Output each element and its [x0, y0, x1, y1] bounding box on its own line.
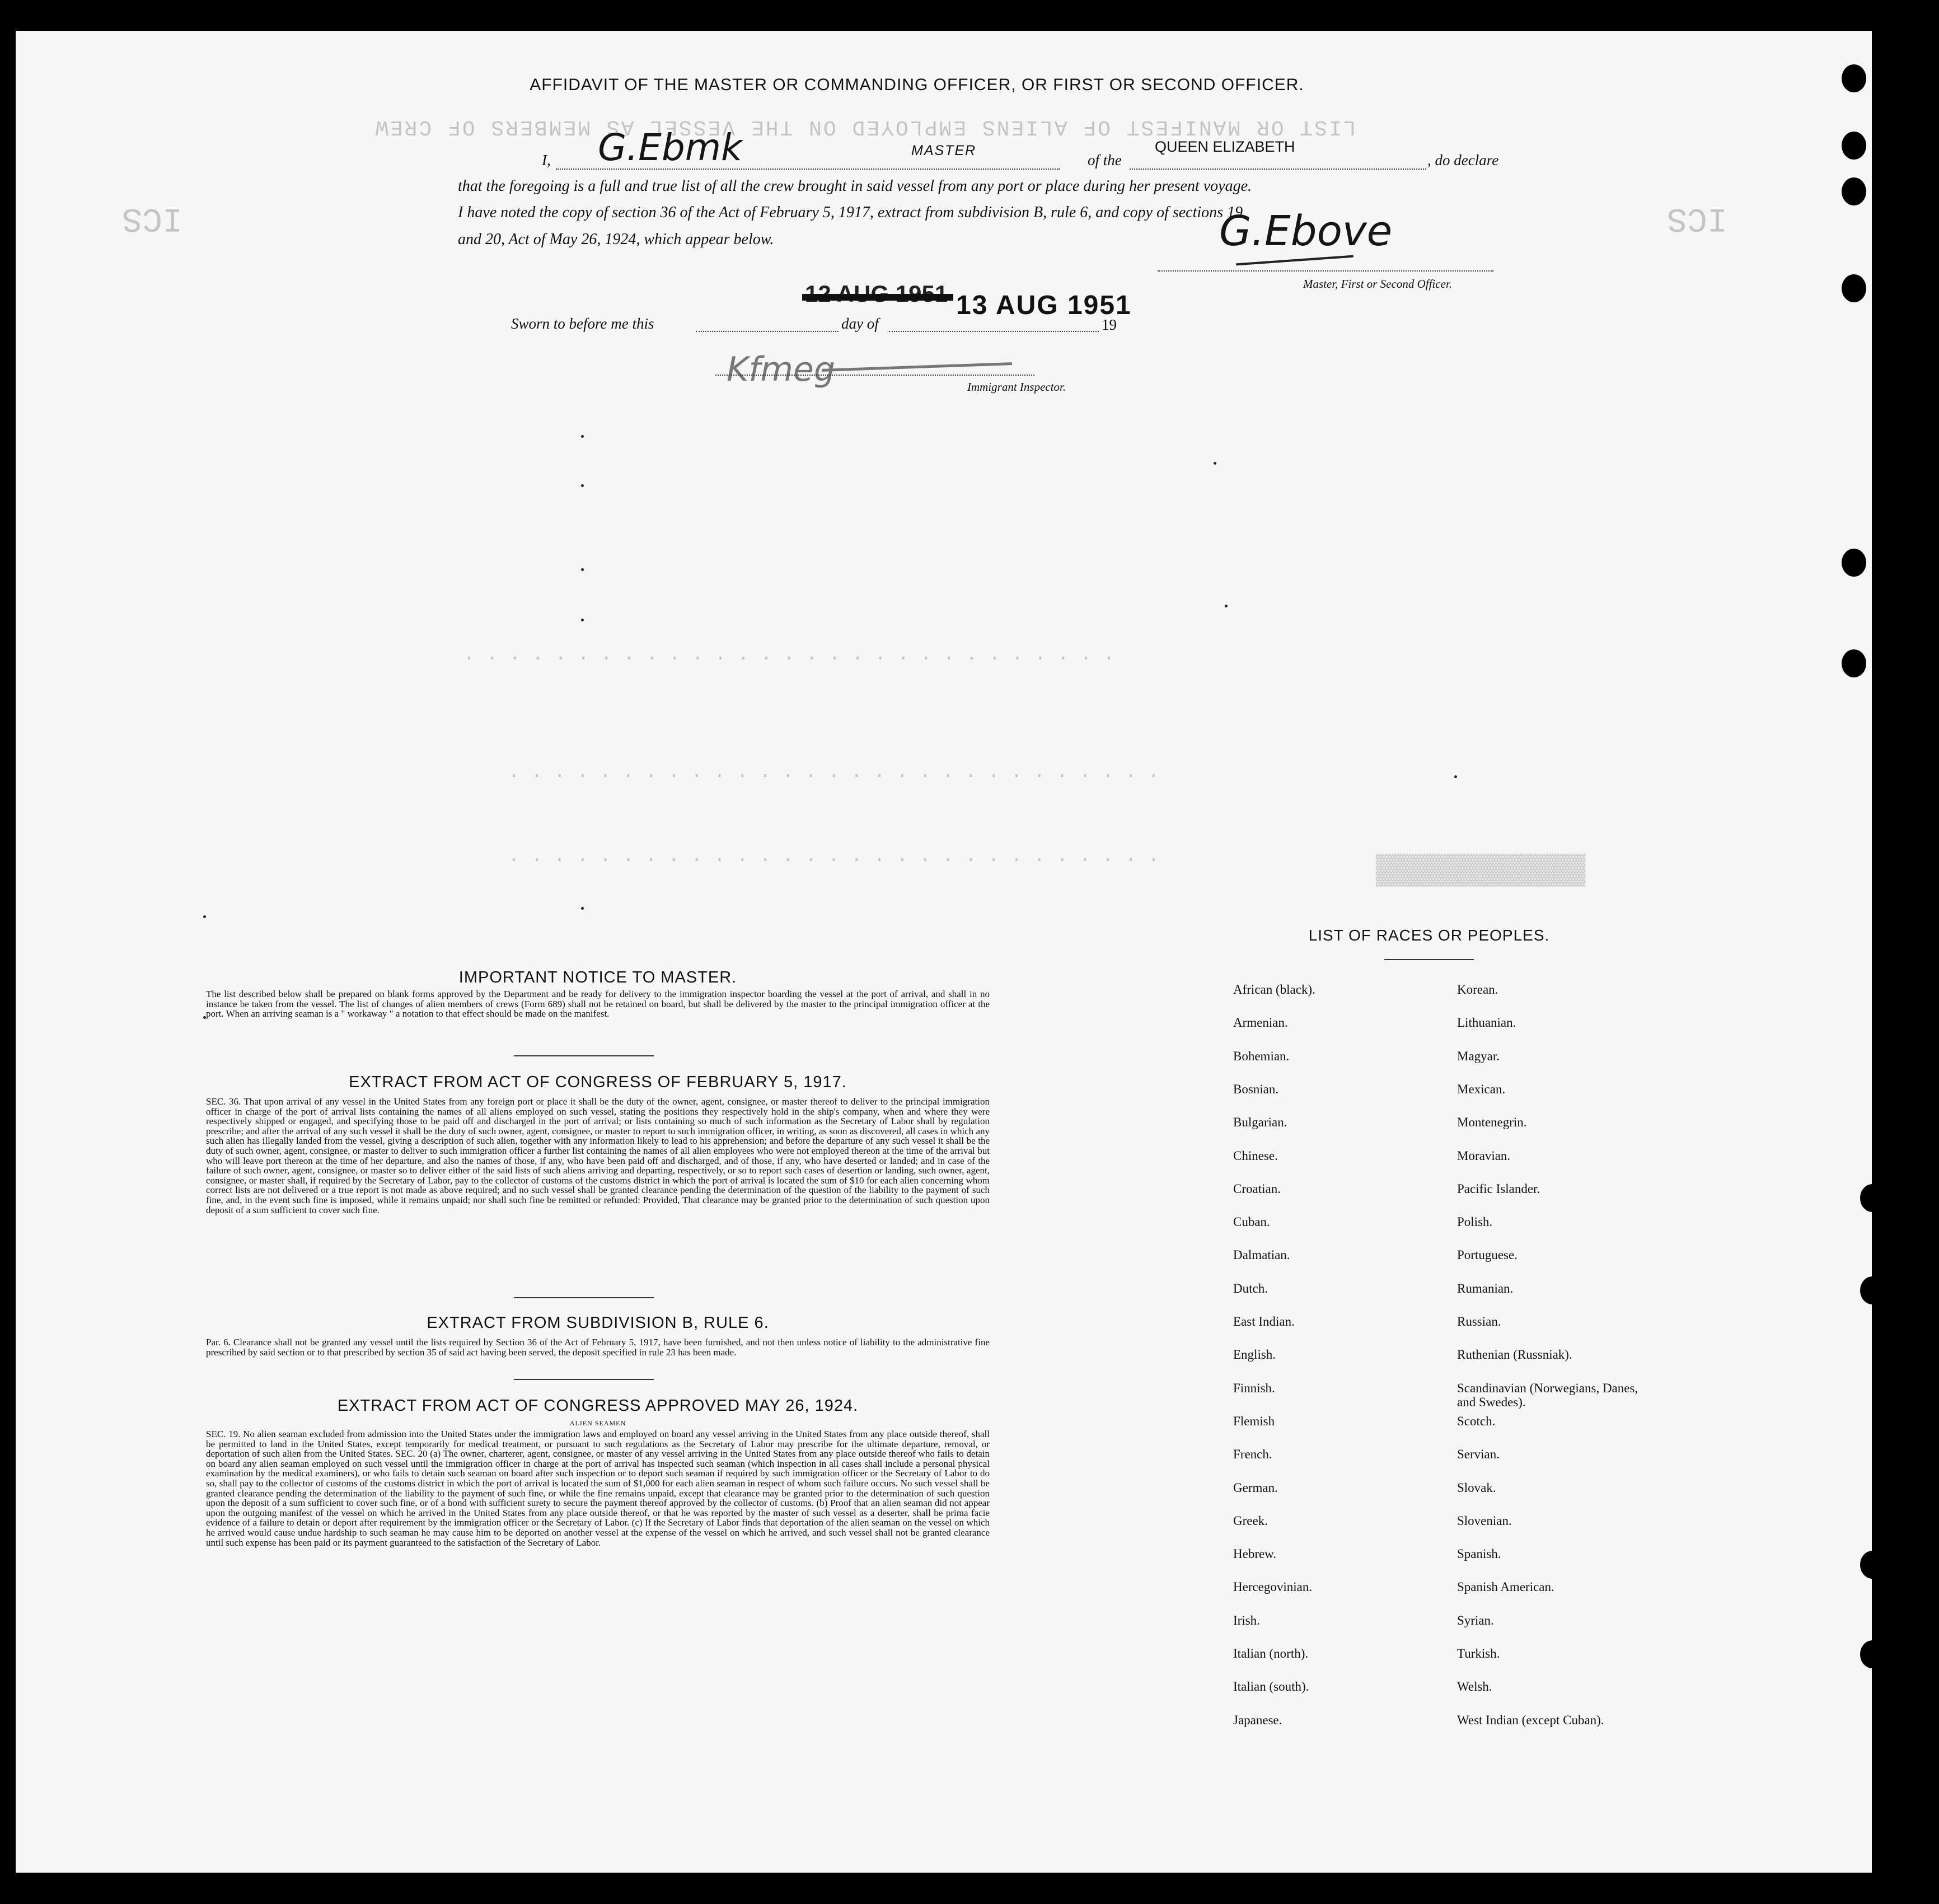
- race-item: Greek.: [1233, 1513, 1268, 1528]
- race-item: Moravian.: [1457, 1148, 1511, 1163]
- race-item: Japanese.: [1233, 1713, 1282, 1727]
- inspector-line: [715, 375, 1034, 376]
- speck: [1225, 605, 1228, 607]
- speck: [203, 915, 206, 918]
- bleed-through-line: · · · · · · · · · · · · · · · · · · · · · · · · · · · · ·: [463, 647, 1114, 668]
- race-item: Welsh.: [1457, 1680, 1492, 1694]
- inspector-signature: Kfmeg: [727, 350, 835, 389]
- master-signature-flourish: [1236, 255, 1353, 266]
- binder-hole: [1860, 1184, 1872, 1212]
- sworn-day-line: [696, 331, 839, 332]
- bleed-through-mark: ICS: [1667, 199, 1728, 237]
- binder-hole: [1860, 1551, 1872, 1579]
- extract-1917-body: SEC. 36. That upon arrival of any vessel in the United States from any foreign port or place it shall be the duty of the owner, agent, consignee, or master thereof to deliver to the principal immigration officer in charge of the port of arrival lists containing the names of all aliens employed on such vessel, stating the positions they respectively hold in the ship's company, when and where they were respectively shipped or engaged, and specifying those to be paid off and discharged in the port of arrival; or lists containing so much of such information as the Secretary of Labor shall by regulation prescribe; and after the arrival of any such vessel it shall be the duty of such owner, agent, consignee, or master to report to such immigration officer, in writing, as soon as discovered, all cases in which any such alien has illegally landed from the vessel, giving a description of such alien, together with any information likely to lead to his apprehension; and before the departure of any such vessel it shall be the duty of such owner, agent, consignee, or master to deliver to such immigration officer a further list containing the names of all alien employees who were not employed thereon at the time of the arrival but who will leave port thereon at the time of her departure, and also the names of those, if any, who have been paid off and discharged, and of those, if any, who have deserted or landed; and in case of the failure of such owner, agent, consignee, or master so to deliver either of the said lists of such aliens arriving and departing, respectively, or so to report such cases of desertion or landing, such owner, agent, consignee, or master shall, if required by the Secretary of Labor, pay to the collector of customs of the customs district in which the port of arrival is located the sum of $10 for each alien concerning whom correct lists are not delivered or a true report is not made as above required; and no such vessel shall be granted clearance pending the determination of the question of the liability to the payment of such fine, and, in the event such fine is imposed, while it remains unpaid; nor shall such fine be remitted or refunded: Provided, That clearance may be granted prior to the determination of such question upon deposit of a sum sufficient to cover such fine.: [206, 1096, 990, 1215]
- race-item: Montenegrin.: [1457, 1115, 1527, 1130]
- race-item: East Indian.: [1233, 1314, 1295, 1328]
- race-item: Armenian.: [1233, 1016, 1288, 1030]
- date-stamp: 13 AUG 1951: [956, 291, 1132, 320]
- speck: [581, 568, 584, 571]
- race-item: Slovenian.: [1457, 1513, 1512, 1528]
- bleed-through-line-4: ▓▓▓▓▓▓▓▓▓▓▓▓: [1376, 854, 1586, 887]
- master-caption: Master, First or Second Officer.: [1303, 277, 1452, 291]
- race-item: Russian.: [1457, 1314, 1501, 1328]
- extract-1917-title: EXTRACT FROM ACT OF CONGRESS OF FEBRUARY 5, 1917.: [349, 1073, 847, 1091]
- bleed-through-line-2: · · · · · · · · · · · · · · · · · · · · · · · · · · · · ·: [508, 764, 1159, 785]
- binder-hole: [1860, 1640, 1872, 1668]
- rank-text: MASTER: [911, 143, 977, 158]
- race-item: Turkish.: [1457, 1646, 1500, 1660]
- race-item: Chinese.: [1233, 1148, 1278, 1163]
- speck: [1214, 462, 1216, 465]
- document-page: [16, 31, 1872, 1873]
- race-item: Hebrew.: [1233, 1547, 1277, 1561]
- race-item: Syrian.: [1457, 1613, 1494, 1627]
- sworn-month-line: [889, 331, 1099, 332]
- vessel-name: QUEEN ELIZABETH: [1155, 138, 1295, 155]
- race-item: Croatian.: [1233, 1181, 1281, 1196]
- sworn-label: Sworn to before me this: [511, 315, 654, 332]
- speck: [581, 619, 584, 621]
- affidavit-line-3: I have noted the copy of section 36 of the Act of February 5, 1917, extract from subdivision B, rule 6, and copy of sections 19: [458, 204, 1243, 221]
- inspector-flourish: [822, 362, 1012, 372]
- race-item: Servian.: [1457, 1447, 1500, 1462]
- races-title: LIST OF RACES OR PEOPLES.: [1308, 927, 1550, 944]
- master-signature-line: [1158, 270, 1493, 272]
- extract-1924-title: EXTRACT FROM ACT OF CONGRESS APPROVED MAY 26, 1924.: [337, 1397, 859, 1415]
- affidavit-title: AFFIDAVIT OF THE MASTER OR COMMANDING OFFICER, OR FIRST OR SECOND OFFICER.: [530, 76, 1304, 94]
- inspector-caption: Immigrant Inspector.: [967, 380, 1066, 394]
- master-name-signature: G.Ebmk: [598, 126, 743, 169]
- race-item: Hercegovinian.: [1233, 1580, 1313, 1594]
- race-item: Slovak.: [1457, 1480, 1496, 1495]
- race-item: Bulgarian.: [1233, 1115, 1287, 1130]
- race-item: Scotch.: [1457, 1414, 1496, 1428]
- race-item: Flemish: [1233, 1414, 1275, 1428]
- race-item: Italian (north).: [1233, 1646, 1309, 1660]
- of-the-label: of the: [1088, 152, 1122, 169]
- race-item: Magyar.: [1457, 1049, 1500, 1063]
- binder-hole: [1842, 64, 1866, 92]
- race-item: Dalmatian.: [1233, 1248, 1290, 1262]
- race-item: Ruthenian (Russniak).: [1457, 1348, 1572, 1362]
- races-divider: [1384, 959, 1474, 960]
- race-item: German.: [1233, 1480, 1278, 1495]
- race-item: French.: [1233, 1447, 1272, 1462]
- race-item: Italian (south).: [1233, 1680, 1309, 1694]
- divider: [514, 1297, 654, 1298]
- binder-hole: [1842, 177, 1866, 205]
- vessel-line: [1130, 169, 1426, 170]
- notice-title: IMPORTANT NOTICE TO MASTER.: [458, 969, 737, 986]
- race-item: Portuguese.: [1457, 1248, 1518, 1262]
- day-of-label: day of: [841, 315, 879, 332]
- binder-hole: [1860, 1276, 1872, 1304]
- binder-hole: [1842, 649, 1866, 677]
- master-signature: G.Ebove: [1219, 207, 1393, 255]
- binder-hole: [1842, 549, 1866, 577]
- race-item: Finnish.: [1233, 1381, 1275, 1395]
- speck: [1454, 775, 1457, 778]
- race-item: Korean.: [1457, 983, 1498, 997]
- extract-rule6-body: Par. 6. Clearance shall not be granted any vessel until the lists required by Section 36 of the Act of February 5, 1917, have been furnished, and not then unless notice of liability to the administrative fine prescribed by said section or to that prescribed by section 35 of said act having been served, the deposit specified in rule 23 has been made.: [206, 1337, 990, 1358]
- race-item: Pacific Islander.: [1457, 1181, 1540, 1196]
- race-item: Irish.: [1233, 1613, 1260, 1627]
- bleed-through-text: LIST OR MANIFEST OF ALIENS EMPLOYED ON THE VESSEL AS MEMBERS OF CREW: [374, 115, 1356, 139]
- speck: [581, 435, 584, 438]
- race-item: Spanish.: [1457, 1547, 1501, 1561]
- i-label: I,: [542, 152, 551, 169]
- race-item: African (black).: [1233, 983, 1315, 997]
- race-item: Lithuanian.: [1457, 1016, 1516, 1030]
- year-prefix: 19: [1102, 316, 1117, 333]
- struck-date-stamp: 12 AUG 1951: [805, 280, 948, 307]
- race-item: Spanish American.: [1457, 1580, 1554, 1594]
- strike-through: [802, 294, 953, 301]
- affidavit-line-4: and 20, Act of May 26, 1924, which appear below.: [458, 231, 774, 248]
- race-item: Cuban.: [1233, 1215, 1270, 1229]
- bleed-through-line-3: · · · · · · · · · · · · · · · · · · · · · · · · · · · · ·: [508, 848, 1159, 869]
- race-item: Dutch.: [1233, 1281, 1268, 1295]
- race-item: West Indian (except Cuban).: [1457, 1713, 1604, 1727]
- divider: [514, 1055, 654, 1056]
- race-item: Rumanian.: [1457, 1281, 1514, 1295]
- extract-rule6-title: EXTRACT FROM SUBDIVISION B, RULE 6.: [427, 1314, 769, 1332]
- race-item: Mexican.: [1457, 1082, 1506, 1096]
- extract-1924-body: SEC. 19. No alien seaman excluded from admission into the United States under the immigration laws and employed on board any vessel arriving in the United States from any place outside thereof, shall be permitted to land in the United States, except temporarily for medical treatment, or pursuant to such regulations as the Secretary of Labor may prescribe for the ultimate departure, removal, or deportation of such alien from the United States. SEC. 20 (a) The owner, charterer, agent, consignee, or master of any vessel arriving in the United States from any place outside thereof who fails to detain on board any alien seaman employed on such vessel until the immigration officer in charge at the port of arrival has inspected such seaman (which inspection in all cases shall include a personal physical examination by the medical examiners), or who fails to detain such seaman on board after such inspection or to deport such seaman if required by such immigration officer or the Secretary of Labor to do so, shall pay to the collector of customs of the customs district in which the port of arrival is located the sum of $1,000 for each alien seaman in respect of whom such failure occurs. No such vessel shall be granted clearance pending the determination of the liability to the payment of such fine, or while the fine remains unpaid, except that clearance may be granted prior to the determination of such question upon the deposit of a sum sufficient to cover such fine, or of a bond with sufficient surety to secure the payment thereof approved by the collector of customs. (b) Proof that an alien seaman did not appear upon the outgoing manifest of the vessel on which he arrived in the United States from any place outside thereof, or that he was reported by the master of such vessel as a deserter, shall be prima facie evidence of a failure to detain or deport after requirement by the immigration officer or the Secretary of Labor. (c) If the Secretary of Labor finds that deportation of the alien seaman on the vessel on which he arrived would cause undue hardship to such seaman he may cause him to be deported on another vessel at the expense of the vessel on which he arrived, and such vessel shall not be granted clearance until such expense has been paid or its payment guaranteed to the satisfaction of the Secretary of Labor.: [206, 1429, 990, 1548]
- extract-1924-subtitle: ALIEN SEAMEN: [569, 1419, 626, 1427]
- binder-hole: [1842, 132, 1866, 160]
- binder-hole: [1842, 274, 1866, 302]
- bleed-through-mark-2: ICS: [122, 199, 183, 237]
- race-item: Bosnian.: [1233, 1082, 1279, 1096]
- do-declare: , do declare: [1427, 152, 1499, 169]
- race-item: Scandinavian (Norwegians, Danes, and Swedes).: [1457, 1381, 1638, 1409]
- notice-body: The list described below shall be prepared on blank forms approved by the Department and be ready for delivery to the immigration inspector boarding the vessel at the port of arrival, and shall in no instance be taken from the vessel. The list of changes of alien members of crews (Form 689) shall not be retained on board, but shall be delivered by the master to the principal immigration officer at the port. When an arriving seaman is a " workaway " a notation to that effect should be made on the manifest.: [206, 989, 990, 1019]
- divider: [514, 1379, 654, 1380]
- affidavit-line-2: that the foregoing is a full and true list of all the crew brought in said vessel from any port or place during her present voyage.: [458, 177, 1252, 195]
- race-item: Polish.: [1457, 1215, 1493, 1229]
- race-item: English.: [1233, 1348, 1276, 1362]
- speck: [581, 907, 584, 910]
- race-item: Bohemian.: [1233, 1049, 1290, 1063]
- speck: [581, 484, 584, 487]
